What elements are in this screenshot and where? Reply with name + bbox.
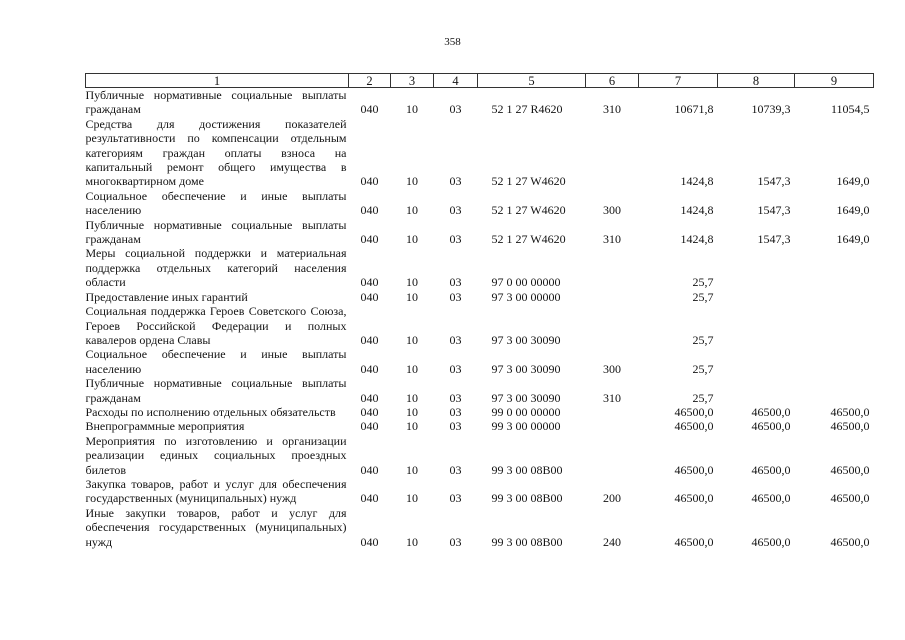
row-amount-year-2: 46500,0 [751,404,791,419]
row-section: 10 [406,534,418,549]
row-amount-year-1: 25,7 [692,361,714,376]
row-target-article: 52 1 27 W4620 [491,203,566,218]
row-name: Закупка товаров, работ и услуг для обеспечения государственных (муниципальных) нужд [85,476,347,506]
row-amount-year-3: 46500,0 [830,491,870,506]
row-amount-year-2: 46500,0 [751,491,791,506]
row-amount-year-2: 46500,0 [751,534,791,549]
row-expense-type: 310 [603,102,621,117]
row-target-article: 97 3 00 00000 [491,289,561,304]
table-row [86,405,874,419]
row-amount-year-2 [718,290,795,304]
row-subsection: 03 [449,462,462,477]
row-section: 10 [406,404,418,419]
row-amount-year-1: 46500,0 [674,534,714,549]
row-expense-type [586,419,639,433]
row-name: Предоставление иных гарантий [85,289,248,304]
row-target-article: 52 1 27 W4620 [491,232,566,247]
row-ministry-code: 040 [360,404,379,419]
table-row [86,304,874,347]
row-amount-year-3: 11054,5 [830,102,870,117]
row-target-article: 97 0 00 00000 [491,275,561,290]
row-amount-year-3: 46500,0 [830,404,870,419]
row-ministry-code: 040 [360,174,379,189]
row-amount-year-1: 25,7 [692,390,714,405]
row-amount-year-1: 25,7 [692,332,714,347]
row-subsection: 03 [449,361,462,376]
row-target-article: 99 0 00 00000 [491,404,561,419]
row-expense-type [586,434,639,477]
row-amount-year-2 [718,376,795,405]
row-name: Публичные нормативные социальные выплаты гражданам [85,376,347,405]
row-amount-year-1: 46500,0 [674,491,714,506]
row-ministry-code: 040 [360,232,379,247]
row-expense-type [586,304,639,347]
row-amount-year-1: 46500,0 [674,462,714,477]
row-name: Публичные нормативные социальные выплаты гражданам [85,217,347,247]
row-amount-year-1: 46500,0 [674,419,714,434]
row-amount-year-1: 1424,8 [680,232,714,247]
row-expense-type: 310 [603,232,621,247]
table-row [86,88,874,117]
row-subsection: 03 [449,534,462,549]
header-col-5: 5 [478,74,586,88]
row-amount-year-3: 1649,0 [836,232,870,247]
row-expense-type: 300 [603,361,621,376]
row-amount-year-3: 46500,0 [830,462,870,477]
row-ministry-code: 040 [360,534,379,549]
row-target-article: 97 3 00 30090 [491,390,561,405]
row-section: 10 [406,361,418,376]
row-name: Меры социальной поддержки и материальная поддержка отдельных категорий населения области [85,246,347,290]
header-col-1: 1 [86,74,349,88]
row-amount-year-2: 1547,3 [757,232,791,247]
row-section: 10 [406,390,418,405]
row-expense-type [586,290,639,304]
row-ministry-code: 040 [360,419,379,434]
header-col-3: 3 [391,74,434,88]
row-ministry-code: 040 [360,361,379,376]
table-row [86,434,874,477]
row-expense-type [586,117,639,189]
row-name: Средства для достижения показателей результативности по компенсации отдельным категориям граждан оплаты взноса на капитальный ремонт общего имущества в многоквартирном доме [85,116,347,189]
row-amount-year-1: 25,7 [692,289,714,304]
header-col-2: 2 [349,74,391,88]
row-amount-year-2 [718,347,795,376]
row-amount-year-2: 1547,3 [757,203,791,218]
row-ministry-code: 040 [360,462,379,477]
row-section: 10 [406,419,418,434]
row-name: Внепрограммные мероприятия [85,419,245,434]
table-row [86,189,874,218]
row-target-article: 99 3 00 00000 [491,419,561,434]
row-amount-year-1: 10671,8 [674,102,714,117]
row-subsection: 03 [449,174,462,189]
table-row [86,506,874,549]
table-row [86,419,874,433]
row-amount-year-1: 25,7 [692,275,714,290]
row-subsection: 03 [449,404,462,419]
row-amount-year-3 [795,246,874,289]
row-ministry-code: 040 [360,491,379,506]
row-amount-year-3 [795,347,874,376]
table-row [86,117,874,189]
row-expense-type [586,405,639,419]
table-row [86,347,874,376]
row-section: 10 [406,462,418,477]
row-subsection: 03 [449,390,462,405]
row-name: Расходы по исполнению отдельных обязательств [85,404,336,419]
header-col-7: 7 [639,74,718,88]
row-subsection: 03 [449,332,462,347]
row-amount-year-2: 10739,3 [751,102,791,117]
row-target-article: 52 1 27 R4620 [491,102,563,117]
row-amount-year-2: 46500,0 [751,419,791,434]
row-ministry-code: 040 [360,390,379,405]
row-section: 10 [406,332,418,347]
row-name: Иные закупки товаров, работ и услуг для обеспечения государственных (муниципальных) нужд [85,505,347,549]
row-target-article: 99 3 00 08В00 [491,534,563,549]
row-amount-year-2 [718,304,795,347]
row-expense-type: 310 [603,390,621,405]
row-name: Социальное обеспечение и иные выплаты населению [85,347,347,376]
row-subsection: 03 [449,203,462,218]
row-ministry-code: 040 [360,102,379,117]
row-section: 10 [406,203,418,218]
row-target-article: 52 1 27 W4620 [491,174,566,189]
header-col-4: 4 [434,74,478,88]
row-subsection: 03 [449,275,462,290]
row-amount-year-3 [795,304,874,347]
table-row [86,477,874,506]
header-col-8: 8 [718,74,795,88]
table-row [86,218,874,247]
row-ministry-code: 040 [360,203,379,218]
row-amount-year-2 [718,246,795,289]
table-row [86,246,874,289]
row-amount-year-2: 1547,3 [757,174,791,189]
row-subsection: 03 [449,419,462,434]
row-amount-year-3: 46500,0 [830,534,870,549]
row-section: 10 [406,491,418,506]
row-ministry-code: 040 [360,332,379,347]
row-expense-type: 200 [603,491,621,506]
header-col-6: 6 [586,74,639,88]
row-amount-year-1: 46500,0 [674,404,714,419]
row-section: 10 [406,102,418,117]
row-amount-year-3: 1649,0 [836,203,870,218]
row-ministry-code: 040 [360,275,379,290]
header-row [86,74,874,88]
row-expense-type: 240 [603,534,621,549]
row-expense-type: 300 [603,203,621,218]
row-subsection: 03 [449,232,462,247]
row-amount-year-3 [795,290,874,304]
row-target-article: 99 3 00 08В00 [491,462,563,477]
row-amount-year-3 [795,376,874,405]
row-section: 10 [406,174,418,189]
row-amount-year-2: 46500,0 [751,462,791,477]
row-name: Публичные нормативные социальные выплаты гражданам [85,88,347,117]
row-subsection: 03 [449,289,462,304]
row-subsection: 03 [449,491,462,506]
row-target-article: 97 3 00 30090 [491,332,561,347]
row-subsection: 03 [449,102,462,117]
row-section: 10 [406,232,418,247]
row-name: Социальная поддержка Героев Советского Союза, Героев Российской Федерации и полных кавалеров ордена Славы [85,304,347,347]
table-row [86,290,874,304]
row-expense-type [586,246,639,289]
table-row [86,376,874,405]
row-amount-year-1: 1424,8 [680,203,714,218]
row-amount-year-3: 1649,0 [836,174,870,189]
row-target-article: 97 3 00 30090 [491,361,561,376]
row-section: 10 [406,275,418,290]
row-name: Социальное обеспечение и иные выплаты населению [85,188,347,218]
row-ministry-code: 040 [360,289,379,304]
row-amount-year-3: 46500,0 [830,419,870,434]
row-target-article: 99 3 00 08В00 [491,491,563,506]
row-section: 10 [406,289,418,304]
header-col-9: 9 [795,74,874,88]
budget-table [85,73,874,549]
row-amount-year-1: 1424,8 [680,174,714,189]
page-number: 358 [444,36,461,48]
row-name: Мероприятия по изготовлению и организации реализации единых социальных проездных билетов [85,433,347,477]
